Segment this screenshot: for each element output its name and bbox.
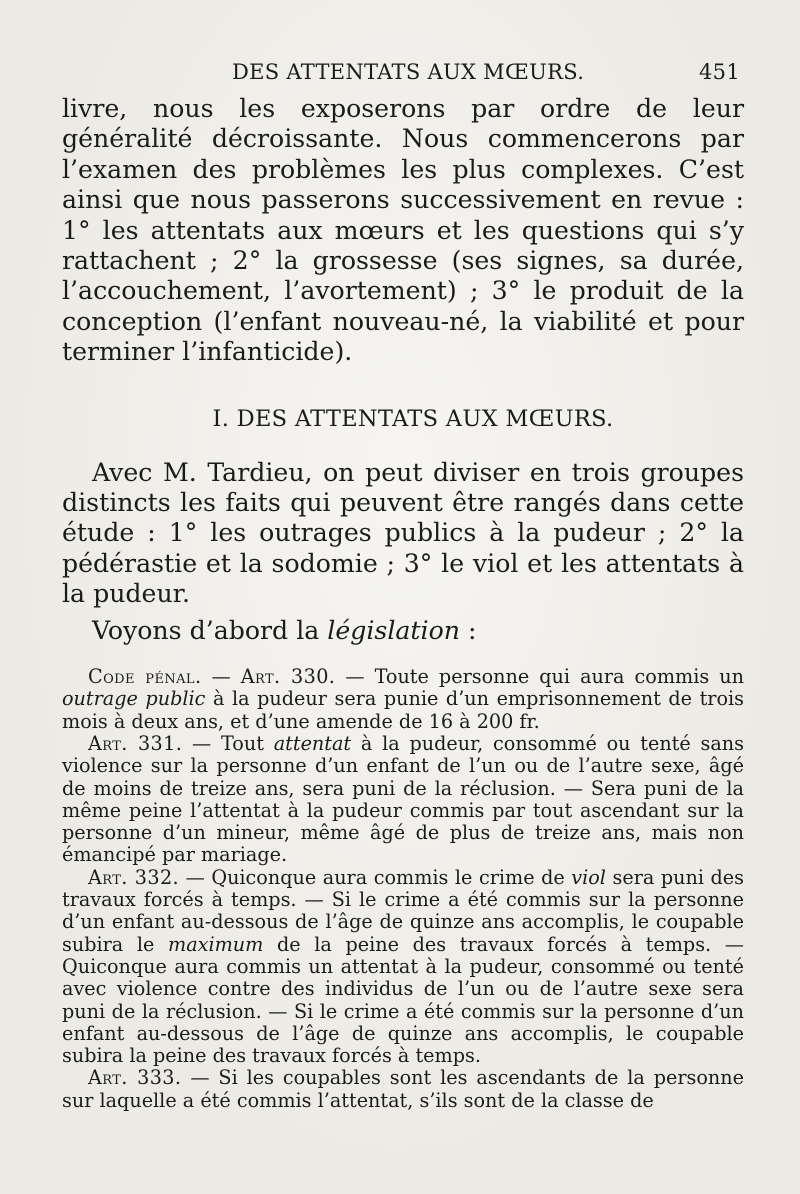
tardieu-paragraph: Avec M. Tardieu, on peut diviser en trois groupes distincts les faits qui peuvent être rangés dans cette étude : 1° les outrages publics à la pudeur ; 2° la pédérastie et la sodomie ; 3° le viol et les attentats à la pudeur. [62,457,744,609]
article-332-italic-2: maximum [168,932,264,956]
article-332 [62,867,744,1068]
article-333-text-1: — Si les coupables sont les ascendants de la personne sur laquelle a été commis l’attentat, s’ils sont de la classe de [62,1066,744,1112]
law-articles [62,666,744,1112]
legislation-intro-after: : [459,615,477,645]
code-penal-label: Code pénal. [88,665,202,689]
article-331-text-1: — Tout [182,731,274,755]
legislation-intro-before: Voyons d’abord la [92,615,328,645]
body-text [62,94,744,646]
intro-paragraph: livre, nous les exposerons par ordre de leur généralité décroissante. Nous commencerons par l’examen des problèmes les plus complexes. C’est ainsi que nous passerons successivement en revue : 1° les attentats aux mœurs et les questions qui s’y rattachent ; 2° la grossesse (ses signes, sa durée, l’accouchement, l’avortement) ; 3° le produit de la conception (l’enfant nouveau-né, la viabilité et pour terminer l’infanticide). [62,94,744,367]
section-title: I. DES ATTENTATS AUX MŒURS. [212,405,614,432]
article-330-italic: outrage public [62,687,206,711]
article-332-text-1: — Quiconque aura commis le crime de [179,865,572,889]
article-332-text-3: de la peine des travaux forcés à temps. — Quiconque aura commis un attentat à la pudeur, consommé ou tenté avec violence contre des individus de l’un ou de l’autre sexe sera puni de la réclusion. — Si le crime a été commis sur la personne d’un enfant au-dessous de l’âge de quinze ans accomplis, le coupable subira la peine des travaux forcés à temps. [62,932,744,1068]
article-331-text-2: à la pudeur, consommé ou tenté sans violence sur la personne d’un enfant de l’un ou de l’autre sexe, âgé de moins de treize ans, sera puni de la réclusion. — Sera puni de la même peine l’attentat à la pudeur commis par tout ascendant sur la personne d’un mineur, même âgé de plus de treize ans, mais non émancipé par mariage. [62,731,744,867]
article-333 [62,1067,744,1112]
page-number: 451 [699,60,740,84]
article-331 [62,733,744,867]
article-331-label: Art. 331. [88,731,183,755]
legislation-intro [62,616,744,646]
page-header [62,56,744,94]
article-330 [62,666,744,733]
article-330-label: Art. 330. [240,665,336,689]
legislation-intro-italic: législation [327,615,460,645]
article-331-italic: attentat [273,731,352,755]
article-332-text-2: sera puni des travaux forcés à temps. — Si le crime a été commis sur la personne d’un enfant au-dessous de l’âge de quinze ans accomplis, le coupable subira le [62,865,745,956]
article-332-label: Art. 332. [88,865,180,889]
article-332-italic-1: viol [571,865,606,889]
article-330-text-1: — Toute personne qui aura commis un [335,665,744,689]
article-330-text-2: à la pudeur sera punie d’un emprisonnement de trois mois à deux ans, et d’une amende de 16 à 200 fr. [62,687,744,733]
article-333-label: Art. 333. [88,1066,182,1090]
article-330-dash: — [201,665,241,689]
running-head: DES ATTENTATS AUX MŒURS. [232,60,585,84]
